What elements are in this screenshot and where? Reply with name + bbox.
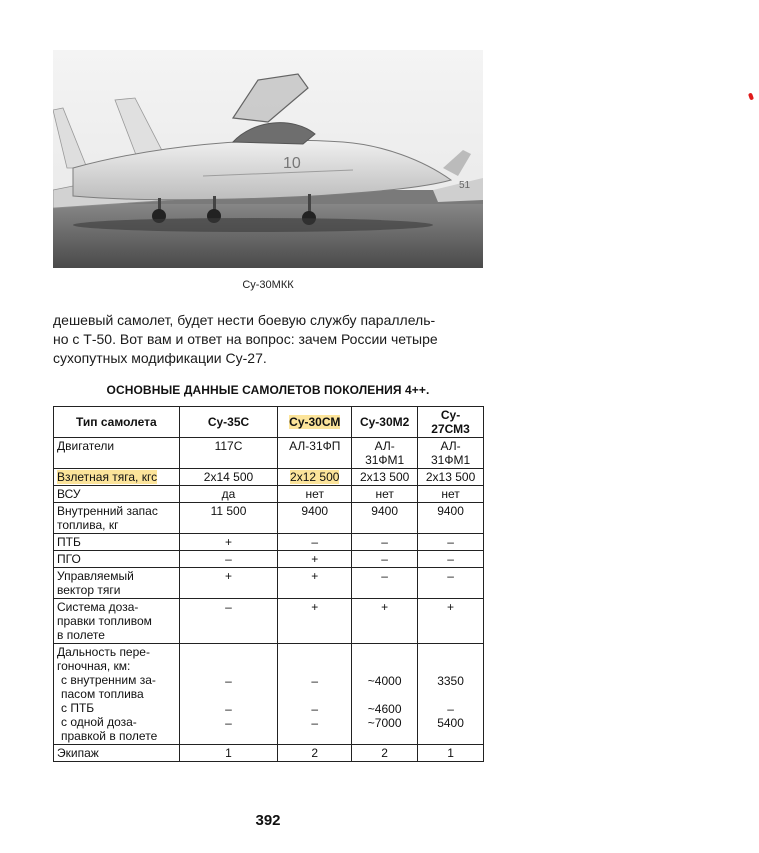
table-row	[54, 503, 484, 534]
table-cell: –	[179, 599, 278, 644]
row-label-thrust-vector: Управляемый вектор тяги	[54, 568, 180, 599]
table-row	[54, 551, 484, 568]
row-label-thrust	[54, 469, 180, 486]
table-row	[54, 599, 484, 644]
table-cell: 9400	[418, 503, 484, 534]
row-label-thrust-text: Взлетная тяга, кгс	[57, 470, 158, 484]
table-cell: +	[179, 568, 278, 599]
table-cell: –	[179, 551, 278, 568]
range-value: –	[311, 716, 319, 730]
table-cell: нет	[278, 486, 352, 503]
table-cell: –	[352, 568, 418, 599]
range-value: –	[311, 702, 319, 716]
range-value: ~7000	[367, 716, 402, 730]
table-cell	[278, 644, 352, 745]
table-cell: АЛ- 31ФМ1	[352, 438, 418, 469]
range-value: 5400	[437, 716, 464, 730]
row-label-fuel: Внутренний запас топлива, кг	[54, 503, 180, 534]
table-cell: 2	[352, 745, 418, 762]
table-row	[54, 438, 484, 469]
table-cell: 1	[179, 745, 278, 762]
range-value: –	[447, 702, 454, 716]
range-value: 3350	[437, 674, 464, 688]
table-cell: –	[418, 534, 484, 551]
table-cell: +	[278, 599, 352, 644]
table-cell: 2х13 500	[352, 469, 418, 486]
table-cell: –	[418, 568, 484, 599]
table-cell: 2х13 500	[418, 469, 484, 486]
table-cell: нет	[418, 486, 484, 503]
table-cell: 117С	[179, 438, 278, 469]
table-cell: 9400	[278, 503, 352, 534]
range-value: ~4600	[367, 702, 402, 716]
row-label-pgo: ПГО	[54, 551, 180, 568]
header-aircraft-type: Тип самолета	[54, 407, 180, 438]
table-cell: 2	[278, 745, 352, 762]
table-row-range	[54, 644, 484, 745]
table-row	[54, 745, 484, 762]
range-label: Дальность пере- гоночная, км:	[57, 645, 150, 673]
range-value: ~4000	[367, 674, 402, 688]
table-row	[54, 469, 484, 486]
table-cell: 2х14 500	[179, 469, 278, 486]
su-30mkk-illustration	[53, 50, 483, 268]
row-label-engines: Двигатели	[54, 438, 180, 469]
photo-caption: Су-30МКК	[242, 279, 294, 291]
table-cell: да	[179, 486, 278, 503]
table-cell: –	[352, 551, 418, 568]
row-label-ptb: ПТБ	[54, 534, 180, 551]
body-paragraph: дешевый самолет, будет нести боевую службу параллель- но с Т-50. Вот вам и ответ на вопрос: зачем России четыре сухопутных модификации Су-27.	[53, 312, 438, 366]
range-value: –	[225, 716, 232, 730]
table-cell	[352, 644, 418, 745]
row-label-range	[54, 644, 180, 745]
range-value: –	[311, 674, 319, 688]
tail-number: 51	[459, 180, 471, 191]
range-value: –	[225, 674, 232, 688]
aircraft-data-table	[53, 406, 484, 762]
table-cell: –	[352, 534, 418, 551]
table-row	[54, 568, 484, 599]
table-cell: –	[278, 534, 352, 551]
header-su30sm	[278, 407, 352, 438]
table-cell	[418, 644, 484, 745]
table-cell: АЛ- 31ФМ1	[418, 438, 484, 469]
range-sub-label-internal: с внутренним за- пасом топлива	[61, 673, 156, 701]
range-sub-label-refuel: с одной доза- правкой в полете	[61, 715, 158, 743]
table-cell: 9400	[352, 503, 418, 534]
highlighted-value: 2х12 500	[290, 470, 340, 484]
table-cell: +	[418, 599, 484, 644]
range-value: –	[225, 702, 232, 716]
header-su27sm3: Су- 27СМ3	[418, 407, 484, 438]
table-cell: +	[278, 568, 352, 599]
table-cell: +	[179, 534, 278, 551]
page-number: 392	[255, 812, 281, 829]
row-label-refueling: Система доза- правки топливом в полете	[54, 599, 180, 644]
table-cell: –	[418, 551, 484, 568]
row-label-apu: ВСУ	[54, 486, 180, 503]
row-label-crew: Экипаж	[54, 745, 180, 762]
table-cell: +	[352, 599, 418, 644]
table-row	[54, 486, 484, 503]
table-title: ОСНОВНЫЕ ДАННЫЕ САМОЛЕТОВ ПОКОЛЕНИЯ 4++.	[106, 383, 430, 397]
table-cell: нет	[352, 486, 418, 503]
table-cell	[179, 644, 278, 745]
table-cell: 11 500	[179, 503, 278, 534]
table-cell: +	[278, 551, 352, 568]
header-su30sm-label: Су-30СМ	[289, 415, 341, 429]
table-cell	[278, 469, 352, 486]
aircraft-photo	[53, 50, 483, 268]
red-ink-mark	[748, 93, 754, 101]
range-sub-label-ptb: с ПТБ	[61, 701, 95, 715]
nose-number: 10	[283, 155, 301, 172]
table-cell: АЛ-31ФП	[278, 438, 352, 469]
table-row	[54, 534, 484, 551]
table-cell: 1	[418, 745, 484, 762]
header-su35s: Су-35С	[179, 407, 278, 438]
table-header-row	[54, 407, 484, 438]
header-su30m2: Су-30М2	[352, 407, 418, 438]
